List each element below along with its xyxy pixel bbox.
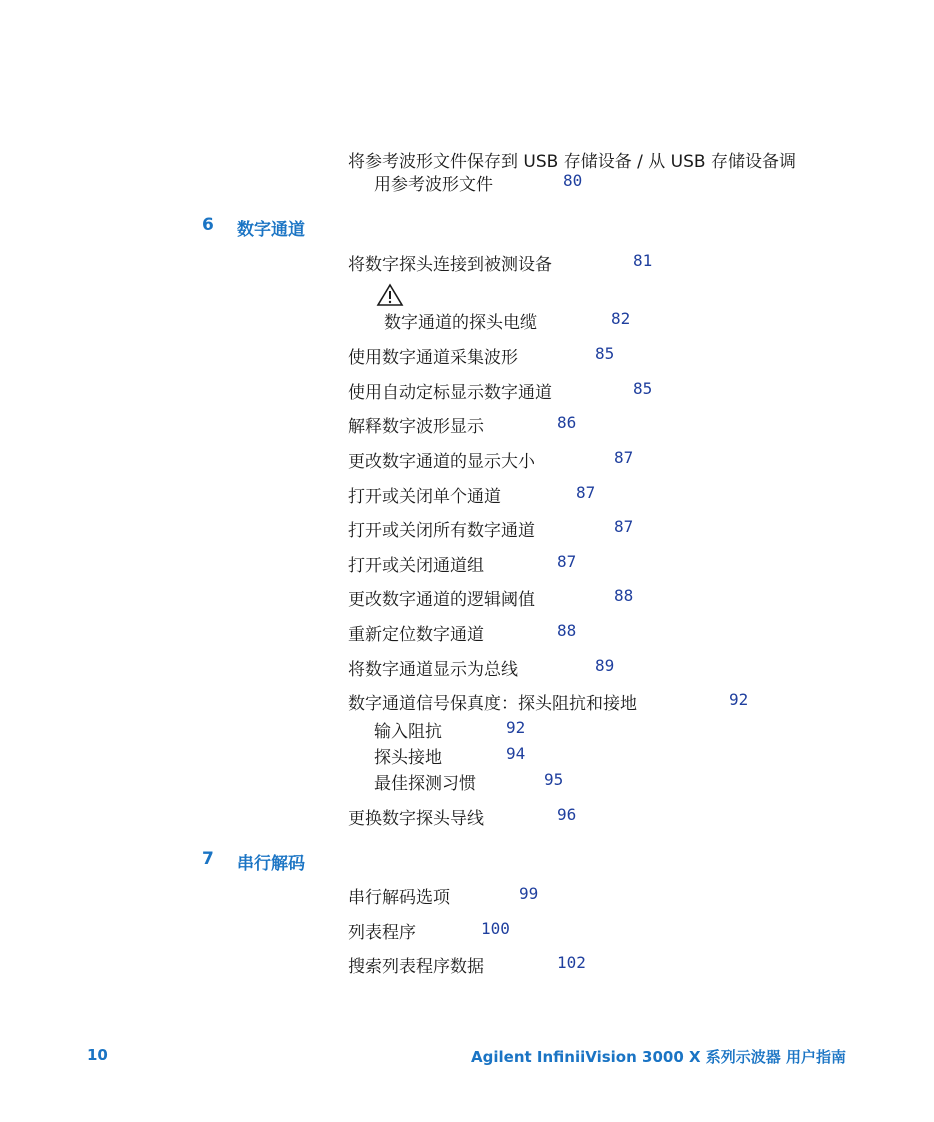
toc-entry[interactable]: 数字通道的探头电缆 [384,313,537,333]
toc-entry[interactable]: 数字通道信号保真度：探头阻抗和接地 [348,694,637,714]
toc-entry[interactable]: 重新定位数字通道 [348,625,484,645]
chapter-title[interactable]: 数字通道 [237,220,305,240]
toc-page-number[interactable]: 86 [557,413,577,432]
toc-page-number[interactable]: 81 [633,251,653,270]
warning-triangle-icon [376,283,404,307]
chapter-number: 7 [202,849,214,869]
toc-entry-save-ref-line2[interactable]: 用参考波形文件 [374,175,493,195]
toc-entry-save-ref-line1[interactable]: 将参考波形文件保存到 USB 存储设备 / 从 USB 存储设备调 [348,152,796,172]
toc-page-number[interactable]: 89 [595,656,615,675]
toc-entry[interactable]: 更改数字通道的显示大小 [348,452,535,472]
footer-page-number: 10 [87,1046,108,1064]
chapter-number: 6 [202,215,214,235]
toc-page-number[interactable]: 94 [506,744,526,763]
toc-subentry[interactable]: 最佳探测习惯 [374,774,476,794]
toc-subentry[interactable]: 探头接地 [374,748,442,768]
toc-page-number[interactable]: 82 [611,309,631,328]
toc-page-number[interactable]: 88 [557,621,577,640]
chapter-title[interactable]: 串行解码 [237,854,305,874]
toc-page-number[interactable]: 85 [595,344,615,363]
toc-page-number[interactable]: 80 [563,171,583,190]
toc-page-number[interactable]: 95 [544,770,564,789]
toc-entry[interactable]: 更改数字通道的逻辑阈值 [348,590,535,610]
toc-page-number[interactable]: 87 [614,448,634,467]
toc-page-number[interactable]: 87 [576,483,596,502]
toc-entry[interactable]: 打开或关闭所有数字通道 [348,521,535,541]
toc-entry[interactable]: 列表程序 [348,923,416,943]
toc-entry[interactable]: 将数字通道显示为总线 [348,660,518,680]
toc-entry[interactable]: 搜索列表程序数据 [348,957,484,977]
toc-page-number[interactable]: 99 [519,884,539,903]
toc-entry[interactable]: 使用数字通道采集波形 [348,348,518,368]
toc-page-number[interactable]: 87 [614,517,634,536]
toc-page-number[interactable]: 87 [557,552,577,571]
toc-entry[interactable]: 解释数字波形显示 [348,417,484,437]
toc-entry[interactable]: 使用自动定标显示数字通道 [348,383,552,403]
toc-page-number[interactable]: 92 [729,690,749,709]
footer-title: Agilent InfiniiVision 3000 X 系列示波器 用户指南 [471,1048,846,1066]
toc-entry[interactable]: 打开或关闭单个通道 [348,487,501,507]
toc-entry[interactable]: 将数字探头连接到被测设备 [348,255,552,275]
toc-page-number[interactable]: 102 [557,953,586,972]
toc-entry[interactable]: 更换数字探头导线 [348,809,484,829]
toc-page-number[interactable]: 92 [506,718,526,737]
toc-page-number[interactable]: 100 [481,919,510,938]
toc-subentry[interactable]: 输入阻抗 [374,722,442,742]
toc-page-number[interactable]: 88 [614,586,634,605]
toc-entry[interactable]: 串行解码选项 [348,888,450,908]
toc-page-number[interactable]: 96 [557,805,577,824]
toc-entry[interactable]: 打开或关闭通道组 [348,556,484,576]
toc-page-number[interactable]: 85 [633,379,653,398]
